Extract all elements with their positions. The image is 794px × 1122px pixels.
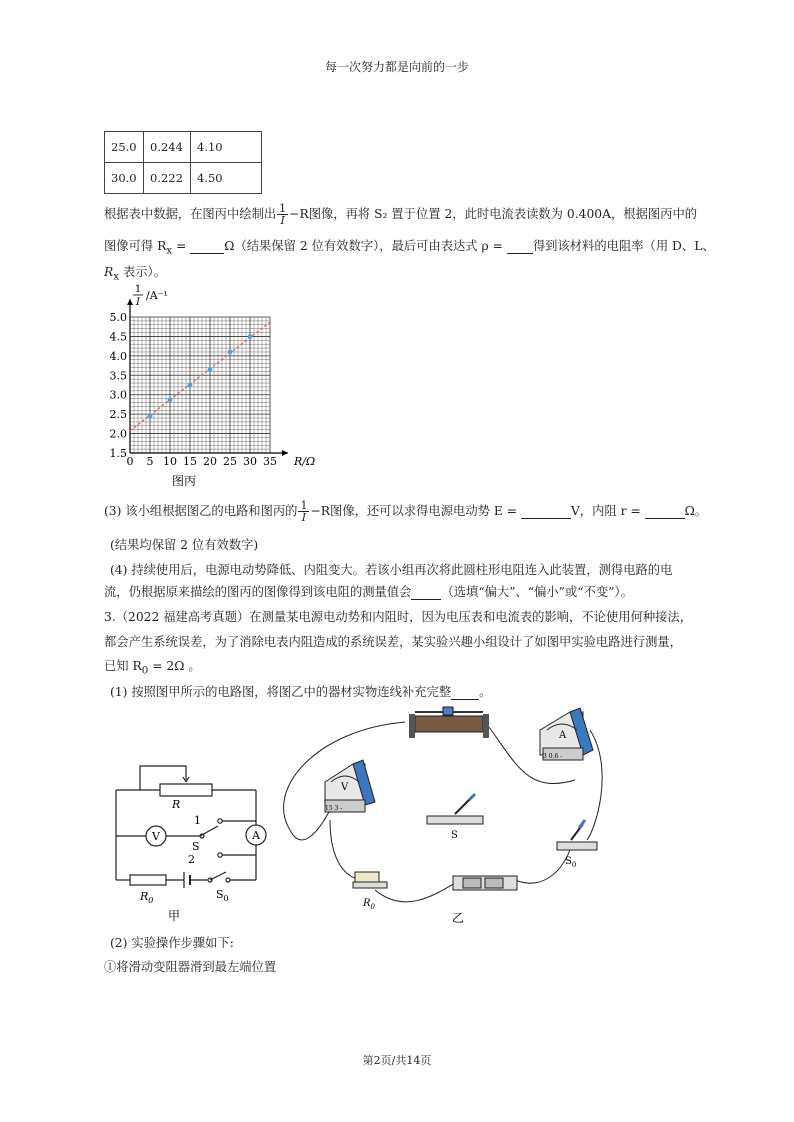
switch-s-device bbox=[427, 794, 483, 841]
page-header: 每一次努力都是向前的一步 bbox=[324, 60, 469, 74]
y-axis-label-numerator: 1 bbox=[134, 284, 142, 295]
label-pos2: 2 bbox=[188, 853, 195, 866]
data-point bbox=[188, 383, 193, 388]
table-cell: 0.222 bbox=[144, 163, 191, 194]
subscript: x bbox=[166, 244, 173, 257]
paragraph-line bbox=[104, 656, 201, 676]
y-tick-label: 4.0 bbox=[109, 349, 127, 363]
caption-jia: 甲 bbox=[168, 909, 181, 923]
ammeter-device bbox=[540, 708, 593, 760]
graph-bing bbox=[100, 284, 320, 492]
voltmeter-device bbox=[325, 760, 375, 812]
fraction-numerator: 1 bbox=[300, 499, 308, 512]
data-table bbox=[104, 131, 262, 194]
label-pos1: 1 bbox=[194, 814, 201, 827]
table-cell: 30.0 bbox=[105, 163, 144, 194]
text: 已知 R bbox=[104, 659, 142, 673]
answer-blank[interactable] bbox=[507, 239, 533, 254]
table-cell: 4.10 bbox=[191, 132, 262, 163]
paragraph-line bbox=[104, 203, 697, 226]
label-s0: $S_0$ bbox=[216, 888, 229, 903]
y-tick-label: 1.5 bbox=[109, 447, 127, 460]
fraction-denominator: I bbox=[280, 214, 285, 227]
text: (1) 按照图甲所示的电路图，将图乙中的器材实物连线补充完整 bbox=[110, 685, 452, 699]
x-tick-label: 0 bbox=[126, 455, 134, 468]
page-footer: 第2页/共14页 bbox=[362, 1054, 432, 1067]
chart-caption: 图丙 bbox=[171, 474, 197, 488]
caption-yi: 乙 bbox=[452, 911, 465, 925]
switch-s0-device bbox=[557, 820, 597, 869]
paragraph-line: (结果均保留 2 位有效数字) bbox=[110, 538, 259, 552]
y-tick-label: 4.5 bbox=[109, 330, 127, 344]
x-tick-label: 20 bbox=[203, 455, 217, 468]
text: −R图像，再将 S₂ 置于位置 2，此时电流表读数为 0.400A，根据图丙中的 bbox=[289, 207, 698, 221]
table-row bbox=[105, 163, 262, 194]
y-tick-label: 5.0 bbox=[109, 311, 127, 324]
r0-label: $R_0$ bbox=[363, 898, 375, 911]
fraction bbox=[277, 203, 288, 226]
paragraph-line: (4) 持续使用后，电源电动势降低、内阻变大。若该小组再次将此圆柱形电阻连入此装置，测得电路的电 bbox=[110, 563, 673, 577]
x-tick-label: 5 bbox=[146, 455, 154, 468]
y-axis-label-denominator: I bbox=[136, 297, 140, 308]
voltmeter-label: V bbox=[341, 782, 349, 793]
data-point bbox=[168, 397, 173, 402]
answer-blank[interactable] bbox=[451, 685, 479, 700]
y-tick-label: 2.5 bbox=[109, 408, 127, 422]
x-tick-label: 30 bbox=[243, 455, 257, 468]
text: 图像可得 R bbox=[104, 239, 167, 253]
paragraph-line: (2) 实验操作步骤如下: bbox=[110, 936, 234, 950]
answer-blank[interactable] bbox=[190, 239, 224, 254]
table-cell: 4.50 bbox=[191, 163, 262, 194]
y-tick-label: 2.0 bbox=[109, 427, 127, 441]
text: = 2Ω 。 bbox=[148, 659, 201, 673]
paragraph-line bbox=[110, 682, 491, 700]
label-r: R bbox=[172, 798, 181, 811]
paragraph-line: ①将滑动变阻器滑到最左端位置 bbox=[104, 960, 277, 974]
r0-device bbox=[353, 872, 387, 911]
text: 得到该材料的电阻率（用 D、L、 bbox=[532, 239, 715, 253]
y-axis-arrow bbox=[127, 299, 133, 305]
data-point bbox=[208, 367, 213, 372]
switch-s-label: S bbox=[451, 830, 458, 841]
text: Ω（结果保留 2 位有效数字），最后可由表达式 ρ = bbox=[224, 239, 507, 253]
label-s: S bbox=[192, 840, 200, 853]
data-point bbox=[228, 350, 233, 355]
ammeter-label: A bbox=[559, 730, 567, 741]
text: 根据表中数据，在图丙中绘制出 bbox=[104, 207, 277, 221]
text: = bbox=[172, 239, 191, 253]
y-axis-label-unit: /A⁻¹ bbox=[146, 289, 168, 302]
fraction-denominator: I bbox=[301, 511, 307, 524]
text: R bbox=[104, 265, 114, 279]
battery-device bbox=[453, 876, 517, 890]
text: V，内阻 r = bbox=[570, 504, 645, 518]
circuit-diagram-jia bbox=[110, 760, 280, 928]
text: (3) 该小组根据图乙的电路和图丙的 bbox=[104, 504, 298, 518]
answer-blank[interactable] bbox=[411, 585, 441, 600]
text: −R图像，还可以求得电源电动势 E = bbox=[310, 504, 521, 518]
apparatus-diagram-yi bbox=[275, 700, 615, 930]
voltmeter-scale: 15 3 - bbox=[325, 805, 343, 812]
switch-s0-symbol bbox=[210, 872, 226, 880]
text: 。 bbox=[479, 685, 492, 699]
x-axis-label: R/Ω bbox=[294, 455, 316, 468]
label-v: V bbox=[152, 830, 160, 843]
text: Ω。 bbox=[684, 504, 708, 518]
subscript: x bbox=[113, 270, 120, 283]
ammeter-scale: 3 0.6 - bbox=[543, 753, 563, 760]
table-cell: 0.244 bbox=[144, 132, 191, 163]
rheostat-symbol bbox=[160, 784, 212, 796]
x-tick-label: 25 bbox=[223, 455, 237, 468]
x-tick-label: 10 bbox=[163, 455, 177, 468]
answer-blank[interactable] bbox=[645, 504, 685, 519]
label-a: A bbox=[252, 829, 260, 842]
switch-s0-label: $S_0$ bbox=[565, 856, 577, 869]
paragraph-line bbox=[104, 236, 715, 256]
paragraph-line: 都会产生系统误差，为了消除电表内阻造成的系统误差，某实验兴趣小组设计了如图甲实验电路进行测量， bbox=[104, 635, 682, 649]
r0-symbol bbox=[130, 875, 166, 885]
text: （选填“偏大”、“偏小”或“不变”）。 bbox=[441, 585, 633, 599]
label-r0: $R_0$ bbox=[140, 890, 154, 905]
fraction-numerator: 1 bbox=[279, 202, 287, 215]
paragraph-line bbox=[104, 262, 166, 282]
fraction bbox=[298, 500, 309, 523]
x-axis-arrow bbox=[282, 450, 288, 456]
rheostat-device bbox=[409, 707, 489, 738]
x-tick-label: 15 bbox=[183, 455, 197, 468]
data-point bbox=[248, 334, 253, 339]
text: 流，仍根据原来描绘的图丙的图像得到该电阻的测量值会 bbox=[104, 585, 412, 599]
paragraph-line bbox=[104, 582, 633, 600]
table-cell: 25.0 bbox=[105, 132, 144, 163]
text: 表示）。 bbox=[119, 265, 166, 279]
y-tick-label: 3.5 bbox=[109, 369, 127, 383]
table-row bbox=[105, 132, 262, 163]
data-point bbox=[148, 414, 153, 419]
subscript: 0 bbox=[141, 664, 149, 677]
paragraph-line: 3.（2022 福建高考真题）在测量某电源电动势和内阻时，因为电压表和电流表的影响，不论使用何种接法， bbox=[104, 610, 693, 624]
answer-blank[interactable] bbox=[521, 504, 571, 519]
x-tick-label: 35 bbox=[263, 455, 277, 468]
paragraph-line bbox=[104, 500, 707, 523]
y-tick-label: 3.0 bbox=[109, 388, 127, 402]
